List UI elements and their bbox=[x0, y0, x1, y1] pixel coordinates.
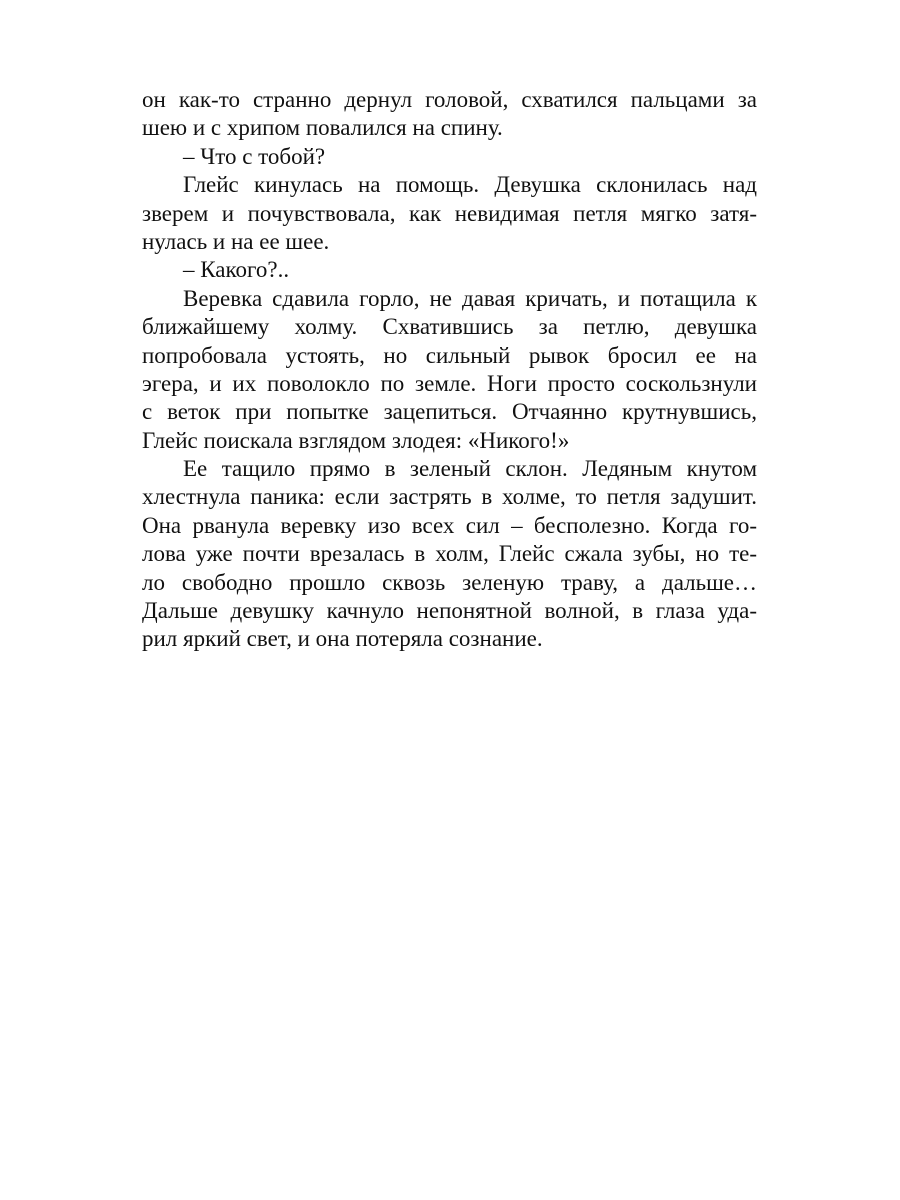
text-line: ло свободно прошло сквозь зеленую траву, а дальше… bbox=[142, 569, 757, 595]
text-line: Глейс кинулась на помощь. Девушка склонилась над bbox=[183, 172, 757, 198]
text-line: эгера, и их поволокло по земле. Ноги просто соскользнули bbox=[142, 370, 757, 396]
text-line: Она рванула веревку изо всех сил – бесполезно. Когда го- bbox=[142, 512, 757, 538]
text-line: ближайшему холму. Схватившись за петлю, девушка bbox=[142, 314, 757, 340]
text-line: рил яркий свет, и она потеряла сознание. bbox=[142, 626, 543, 652]
dialogue-line: – Какого?.. bbox=[183, 257, 290, 283]
text-line: лова уже почти врезалась в холм, Глейс сжала зубы, но те- bbox=[142, 541, 757, 567]
text-line: попробовала устоять, но сильный рывок бросил ее на bbox=[142, 342, 757, 368]
text-line: хлестнула паника: если застрять в холме, то петля задушит. bbox=[142, 484, 757, 510]
text-line: нулась и на ее шее. bbox=[142, 228, 330, 254]
dialogue-line: – Что с тобой? bbox=[183, 143, 326, 169]
text-line: с веток при попытке зацепиться. Отчаянно крутнувшись, bbox=[142, 399, 757, 425]
text-line: Веревка сдавила горло, не давая кричать, и потащила к bbox=[183, 285, 757, 311]
text-line: Дальше девушку качнуло непонятной волной, в глаза уда- bbox=[142, 598, 757, 624]
text-line: он как-то странно дернул головой, схватился пальцами за bbox=[142, 87, 757, 112]
text-line: зверем и почувствовала, как невидимая петля мягко затя- bbox=[142, 200, 757, 226]
page-text bbox=[142, 86, 757, 654]
text-line: Глейс поискала взглядом злодея: «Никого!» bbox=[142, 427, 570, 453]
text-line: Ее тащило прямо в зеленый склон. Ледяным кнутом bbox=[183, 456, 757, 482]
text-line: шею и с хрипом повалился на спину. bbox=[142, 115, 503, 141]
